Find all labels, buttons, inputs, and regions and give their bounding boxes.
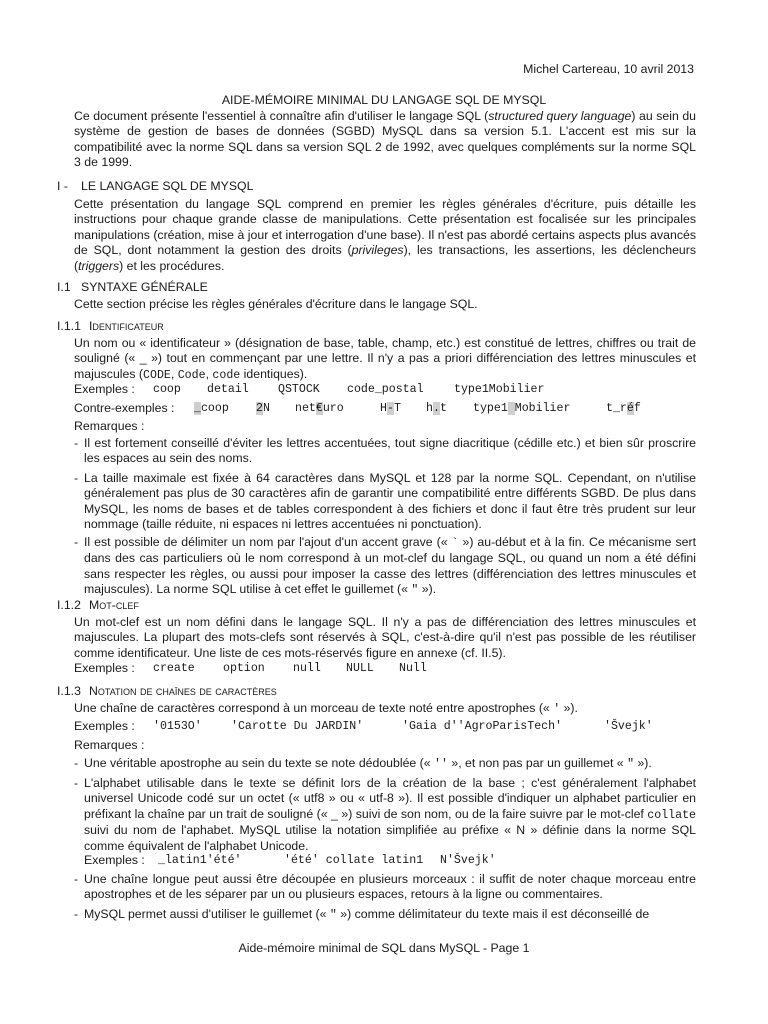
code-sample-upper: CODE [143, 368, 171, 382]
counter-example-rest: f [633, 402, 641, 415]
quote-char: " [411, 584, 419, 598]
bullet-dash: - [74, 471, 79, 485]
section-1-1-3-paragraph [74, 701, 696, 717]
example-item: null [293, 662, 321, 675]
example-item: code_postal [347, 383, 424, 396]
string-remark-1 [74, 756, 696, 772]
section-1-text-4: triggers [78, 258, 120, 273]
counter-example-start: h [426, 402, 433, 415]
counter-example-rest: coop [200, 402, 229, 415]
section-1-heading [57, 179, 253, 194]
section-1-1-2-number: I.1.2 [57, 598, 81, 612]
string-remark-2 [74, 776, 696, 854]
identifier-counter-examples-row [74, 401, 696, 417]
section-1-1-2-heading [57, 598, 139, 613]
remark-text-part: ») comme délimitateur du texte mais il est déconseillé de [336, 907, 650, 921]
double-apostrophe: '' [434, 758, 448, 771]
example-item: '0153O' [153, 720, 202, 733]
section-1-text-3: ), les transactions, les assertions, les déclencheurs ( [74, 243, 696, 273]
example-item: create [153, 662, 195, 675]
bullet-dash: - [74, 776, 79, 790]
counter-example-start: type1 [473, 402, 508, 415]
highlighted-char: _ [194, 402, 201, 415]
section-1-1-1-paragraph [74, 336, 696, 383]
bullet-dash: - [74, 436, 79, 450]
code-sample-lower: code [212, 368, 241, 382]
example-item: 'Švejk' [604, 720, 653, 733]
section-1-1-2-text: Un mot-clef est un nom défini dans le langage SQL. Il n'y a pas de différenciation des lettres minuscules et majuscules. La plupart des mots-clefs sont réservés à SQL, c'est-à-dire qu'il n'est pas possible de les réutiliser comme identificateur. Une liste de ces mots-réservés figure en annexe (cf. II.5). [74, 615, 696, 660]
section-1-1-3-text-b: »). [560, 701, 578, 715]
section-1-number: I - [57, 179, 68, 193]
section-1-title: LE LANGAGE SQL DE MYSQL [81, 179, 254, 193]
highlighted-char: 2 [256, 402, 263, 415]
remark-text: La taille maximale est fixée à 64 caractères dans MySQL et 128 par la norme SQL. Cependant, on n'utilise généralement pas plus de 30 caractères afin de garantir une compatibilité entre différents SGBD. De plus dans MySQL, les noms de bases et de tables correspondent à des fichiers et donc il faut être très prudent sur leur nommage (taille réduite, ni espaces ni lettres accentuées ni ponctuation). [84, 471, 696, 532]
identifier-remark-3 [74, 535, 696, 599]
example-item: type1Mobilier [454, 383, 545, 396]
examples-label: Exemples : [84, 853, 145, 867]
example-item: N'Švejk' [440, 854, 496, 867]
identifier-remarks-label-row [74, 419, 696, 434]
bullet-dash: - [74, 872, 79, 886]
example-item: _latin1'été' [158, 854, 242, 867]
document-title: AIDE-MÉMOIRE MINIMAL DU LANGAGE SQL DE MYSQL [221, 93, 547, 107]
section-1-1-3-text-a: Une chaîne de caractères correspond à un morceau de texte noté entre apostrophes (« [74, 701, 554, 715]
separator-2: , [205, 366, 213, 381]
remark-text [84, 535, 696, 599]
section-1-1-1-title: Identificateur [89, 319, 164, 333]
section-1-1-text: Cette section précise les règles générales d'écriture dans le langage SQL. [74, 297, 478, 311]
string-examples-row [74, 719, 696, 735]
remark-text-part: »). [634, 756, 652, 770]
example-item: NULL [346, 662, 374, 675]
section-1-1-1-text-b: identiques). [240, 366, 308, 381]
identifier-remark-2 [74, 471, 696, 533]
section-1-1-2-paragraph [74, 615, 696, 661]
separator-1: , [170, 366, 178, 381]
highlighted-char: - [386, 402, 394, 415]
highlighted-char: é [626, 402, 634, 415]
example-item: Null [399, 662, 427, 675]
example-item: 'été' collate latin1 [284, 854, 424, 867]
section-1-text-1: Cette présentation du langage SQL comprend en premier les règles générales d'écriture, puis détaille les instructions pour chaque grande classe de manipulations. Cette présentation est focalisée sur les principales manipulations (création, mise à jour et interrogation d'une base). Il n'est pas abordé certains aspects plus avancés de SQL, dont notamment la gestion des droits ( [74, 197, 696, 258]
section-1-1-1-number: I.1.1 [57, 319, 81, 333]
counter-example-rest: Mobilier [514, 402, 571, 415]
highlighted-char [508, 402, 515, 415]
remark-text [84, 756, 696, 772]
counter-example-item [426, 401, 447, 416]
apostrophe-char: ' [553, 703, 561, 716]
bullet-dash: - [74, 535, 79, 549]
counter-example-rest: t [439, 402, 447, 415]
intro-text-3: ) au sein du système de gestion de bases de données (SGBD) MySQL dans sa version 5.1. L'accent est mis sur la compatibilité avec la norme SQL dans sa version SQL 2 de 1992, avec quelques compléments sur la norme SQL 3 de 1999. [74, 109, 696, 170]
example-item: detail [207, 383, 249, 396]
section-1-1-1-heading [57, 319, 164, 334]
author-line: Michel Cartereau, 10 avril 2013 [523, 62, 694, 76]
quote-char: " [329, 909, 337, 922]
collate-keyword: collate [647, 808, 696, 822]
page-footer: Aide-mémoire minimal de SQL dans MySQL - Page 1 [238, 941, 530, 955]
string-remark-3 [74, 872, 696, 903]
highlighted-char: . [432, 402, 440, 415]
examples-label: Exemples : [74, 661, 135, 675]
counter-example-item [256, 401, 270, 416]
section-1-paragraph [74, 197, 696, 274]
bullet-dash: - [74, 907, 79, 921]
section-1-1-title: SYNTAXE GÉNÉRALE [81, 280, 208, 294]
charset-examples-row [84, 853, 706, 869]
bullet-dash: - [74, 756, 79, 770]
remark-text-part: suivi du nom de l'aphabet. MySQL utilise la notation simplifiée au préfixe « N » définie dans la norme SQL comme équivalent de l'alphabet Unicode. [84, 823, 696, 853]
examples-label: Exemples : [74, 382, 135, 396]
section-1-text-2: privileges [351, 243, 404, 258]
remark-text: Une chaîne longue peut aussi être découpée en plusieurs morceaux : il suffit de noter chaque morceau entre apostrophes et de les séparer par un ou plusieurs espaces, retours à la ligne ou commentaires. [84, 872, 696, 902]
counter-examples-label: Contre-exemples : [74, 401, 175, 415]
section-1-1-heading [57, 280, 208, 295]
remark-text [84, 776, 696, 854]
keyword-examples-row [74, 661, 696, 677]
counter-example-rest: N [262, 402, 270, 415]
section-1-1-number: I.1 [57, 280, 71, 294]
remark-text-part: », et non pas par un guillemet « [447, 756, 628, 770]
intro-text-2: structured query language [488, 109, 632, 123]
highlighted-char: € [315, 402, 323, 415]
intro-text-1: Ce document présente l'essentiel à connaître afin d'utiliser le langage SQL ( [74, 109, 489, 123]
counter-example-start: net [295, 402, 316, 415]
remarks-label: Remarques : [74, 738, 145, 752]
section-1-1-3-heading [57, 684, 277, 699]
example-item: 'Gaia d''AgroParisTech' [402, 720, 563, 733]
code-sample-capitalized: Code [177, 368, 206, 382]
example-item: coop [153, 383, 181, 396]
identifier-examples-row [74, 382, 696, 398]
section-1-1-3-number: I.1.3 [57, 684, 81, 698]
example-item: option [223, 662, 265, 675]
counter-example-item [380, 401, 401, 416]
counter-example-rest: uro [322, 402, 344, 415]
remark-text: Il est fortement conseillé d'éviter les lettres accentuées, tout signe diacritique (cédille etc.) et bien sûr proscrire les espaces au sein des noms. [84, 436, 696, 466]
identifier-remark-1 [74, 436, 696, 467]
quote-char: " [627, 758, 635, 771]
section-1-1-3-title: Notation de chaînes de caractères [89, 684, 277, 698]
intro-paragraph [74, 109, 696, 171]
remark-text-part: Une véritable apostrophe au sein du texte se note dédoublée (« [84, 756, 435, 770]
remarks-label: Remarques : [74, 419, 145, 433]
backtick-char: ` [451, 537, 459, 550]
string-remark-4 [74, 907, 696, 923]
counter-example-item [473, 401, 570, 416]
remark-text-part: ») au-début et à la fin. Ce mécanisme sert dans des cas particuliers où le nom correspond à un mot-clef du langage SQL, ou quand un nom a été défini sans respecter les règles, ou aussi pour imposer la casse des lettres (différenciation des lettres minuscules et majuscules). La norme SQL utilise à cet effet le guillemet (« [84, 535, 696, 597]
remark-text [84, 907, 696, 923]
counter-example-rest: T [393, 402, 401, 415]
counter-example-item [295, 401, 344, 416]
remark-text-part: MySQL permet aussi d'utiliser le guillemet (« [84, 907, 330, 921]
remark-text-part: Il est possible de délimiter un nom par l'ajout d'un accent grave (« [84, 535, 452, 549]
example-item: 'Carotte Du JARDIN' [231, 720, 364, 733]
counter-example-item [606, 401, 641, 416]
counter-example-item [194, 401, 229, 416]
remark-text-part: L'alphabet utilisable dans le texte se définit lors de la création de la base ; c'est généralement l'alphabet universel Unicode codé sur un octet (« utf8 » ou « utf-8 »). Il est possible d'indiquer un alphabet particulier en préfixant la chaîne par un trait de souligné (« _ ») suivi de son nom, ou de la faire suivre par le mot-clef [84, 776, 696, 821]
section-1-1-paragraph [74, 297, 696, 312]
section-1-1-2-title: Mot-clef [89, 598, 139, 612]
counter-example-start: t_r [606, 402, 627, 415]
remark-text-part: »). [418, 582, 437, 597]
counter-example-start: H [380, 402, 387, 415]
section-1-text-5: ) et les procédures. [119, 258, 225, 273]
section-1-1-1-text-a: Un nom ou « identificateur » (désignation de base, table, champ, etc.) est constitué de lettres, chiffres ou trait de souligné (« _ ») tout en commençant par une lettre. Il n'y a pas a priori différenciation des lettres minuscules et majuscules ( [74, 336, 696, 381]
string-remarks-label-row [74, 738, 696, 753]
examples-label: Exemples : [74, 719, 135, 733]
example-item: QSTOCK [278, 383, 320, 396]
